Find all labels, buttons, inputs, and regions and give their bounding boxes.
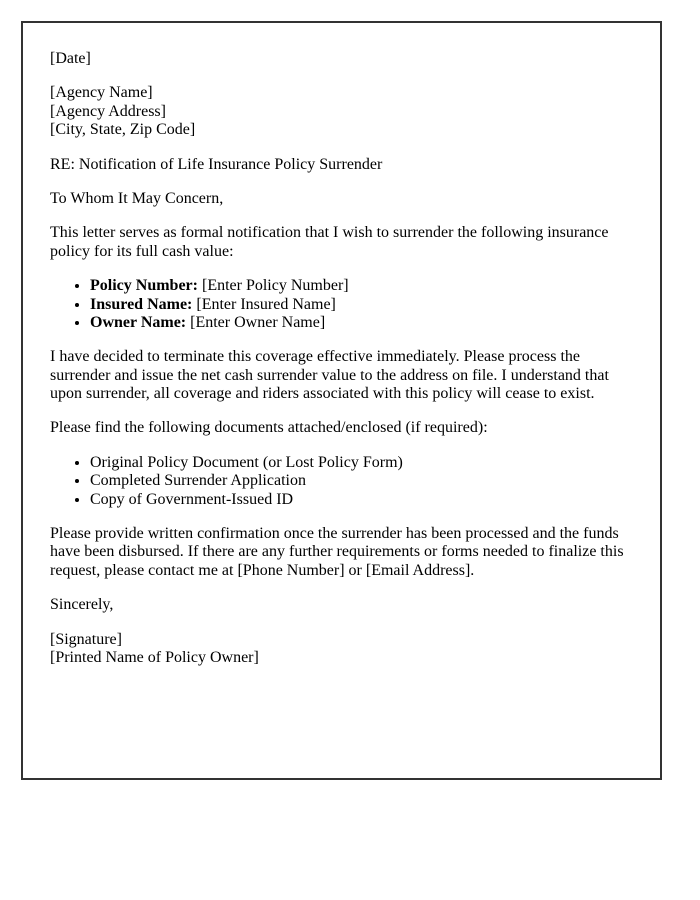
termination-paragraph: I have decided to terminate this coverage effective immediately. Please process the surrender and issue the net cash surrender value to the address on file. I understand that upon surrender, all coverage and riders associated with this policy will cease to exist. (50, 348, 609, 403)
agency-name-line: [Agency Name] (50, 84, 153, 102)
printed-name-line: [Printed Name of Policy Owner] (50, 648, 259, 666)
owner-name-label: Owner Name: (90, 313, 187, 331)
subject-line: RE: Notification of Life Insurance Policy Surrender (50, 155, 383, 173)
salutation-line: To Whom It May Concern, (50, 189, 224, 207)
letter-body (23, 23, 660, 667)
confirmation-paragraph: Please provide written confirmation once the surrender has been processed and the funds have been disbursed. If there are any further requirements or forms needed to finalize this request, please contact me at [Phone Number] or [Email Address]. (50, 525, 624, 579)
date-line: [Date] (50, 50, 91, 67)
insured-name-item (90, 296, 625, 314)
agency-address-block (50, 84, 625, 139)
document-item-surrender-application: • Completed Surrender Application (90, 472, 625, 490)
policy-details-list (50, 277, 625, 332)
closing-line: Sincerely, (50, 596, 114, 614)
policy-number-value: [Enter Policy Number] (201, 277, 349, 295)
agency-city-state-zip-line: [City, State, Zip Code] (50, 121, 196, 139)
documents-list (50, 454, 625, 509)
owner-name-value: [Enter Owner Name] (190, 313, 326, 331)
signature-line: [Signature] (50, 630, 122, 648)
letter-document-frame (21, 21, 662, 780)
policy-number-label: Policy Number: (90, 277, 198, 295)
insured-name-value: [Enter Insured Name] (196, 295, 336, 313)
agency-address-line: [Agency Address] (50, 102, 166, 120)
intro-paragraph: This letter serves as formal notification that I wish to surrender the following insurance policy for its full cash value: (50, 224, 609, 260)
documents-intro-paragraph: Please find the following documents attached/enclosed (if required): (50, 419, 488, 437)
document-item-original-policy: • Original Policy Document (or Lost Policy Form) (90, 454, 625, 472)
document-item-government-id: • Copy of Government-Issued ID (90, 491, 625, 509)
owner-name-item (90, 314, 625, 332)
policy-number-item (90, 277, 625, 295)
insured-name-label: Insured Name: (90, 295, 193, 313)
signature-block (50, 631, 625, 668)
